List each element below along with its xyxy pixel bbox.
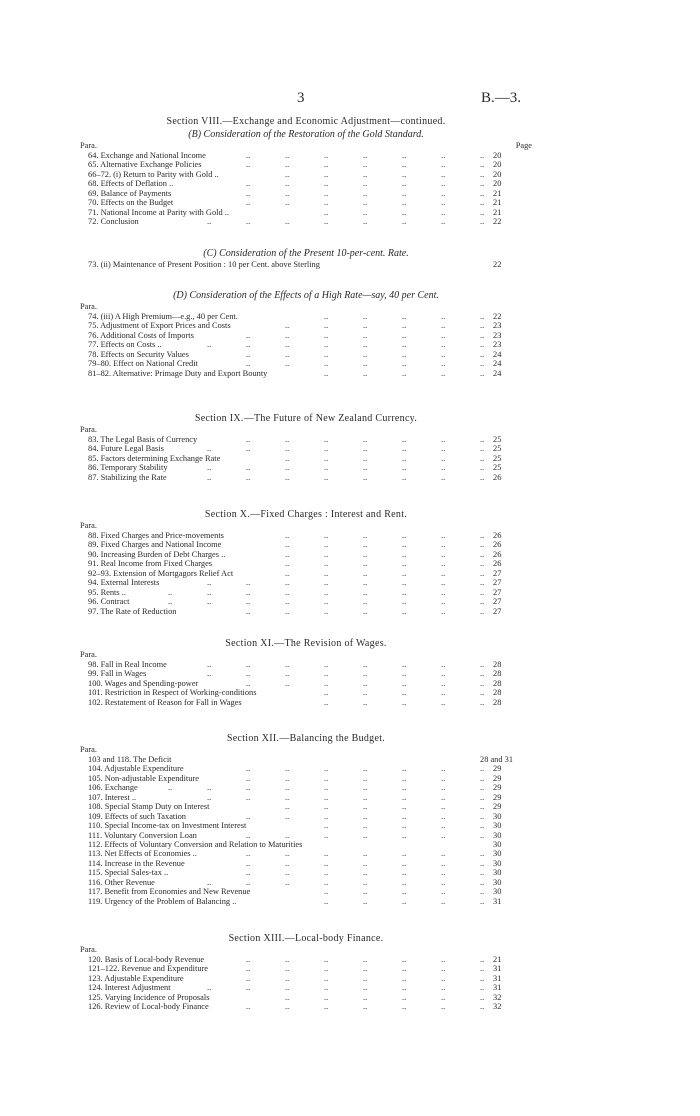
- dot-leader: .. .. .. .. .. .. ..: [246, 1002, 485, 1012]
- toc-entry: [80, 660, 532, 669]
- dot-leader: .. .. .. .. ..: [324, 887, 485, 897]
- toc-entry: [80, 312, 532, 321]
- entry-title: 79–80. Effect on National Credit: [88, 359, 198, 369]
- section-heading: Section VIII.—Exchange and Economic Adjustment—continued.: [166, 116, 446, 127]
- entry-title: 70. Effects on the Budget: [88, 198, 174, 208]
- entry-title: 83. The Legal Basis of Currency: [88, 435, 198, 444]
- toc-entry: [80, 340, 532, 349]
- toc-entry: [80, 578, 532, 587]
- entry-title: 69. Balance of Payments: [88, 188, 172, 198]
- entry-page: 27: [493, 597, 502, 607]
- entry-page: 30: [493, 811, 502, 821]
- document-reference: B.—3.: [481, 90, 522, 106]
- dot-leader: .. .. .. .. ..: [324, 311, 485, 321]
- entry-title: 73. (ii) Maintenance of Present Position : 10 per Cent. above Sterling: [88, 259, 320, 269]
- entry-page: 23: [493, 321, 502, 331]
- entry-page: 23: [493, 340, 502, 350]
- entry-page: 31: [493, 973, 502, 983]
- entry-page: 27: [493, 568, 502, 578]
- toc-entry: [80, 783, 532, 792]
- entry-title: 108. Special Stamp Duty on Interest: [88, 802, 210, 812]
- dot-leader: .. .. .. .. .. .. .. ..: [207, 792, 485, 802]
- entry-page: 21: [493, 198, 502, 208]
- entry-title: 97. The Rate of Reduction: [88, 606, 177, 616]
- section-heading: Section XI.—The Revision of Wages.: [225, 638, 387, 649]
- entry-page: 28: [493, 678, 502, 688]
- entry-title: 105. Non-adjustable Expenditure: [88, 773, 199, 783]
- entry-page: 31: [493, 896, 502, 906]
- dot-leader: .. .. .. .. .. .. ..: [246, 964, 485, 974]
- toc-entry: [80, 331, 532, 340]
- entry-page: 29: [493, 792, 502, 802]
- dot-leader: .. .. .. .. .. .. .. ..: [207, 444, 485, 454]
- dot-leader: .. .. .. .. .. .. ..: [246, 764, 485, 774]
- entry-page: 31: [493, 964, 502, 974]
- para-label: Para.: [80, 301, 97, 311]
- dot-leader: .. .. .. .. .. .. ..: [246, 868, 485, 878]
- entry-title: 123. Adjustable Expenditure: [88, 973, 184, 983]
- dot-leader: .. .. .. .. .. .. ..: [246, 955, 485, 964]
- toc-entry: [80, 859, 532, 868]
- entry-page: 20: [493, 179, 502, 189]
- dot-leader: .. .. .. .. .. .. ..: [246, 188, 485, 198]
- entry-title: 96. Contract: [88, 597, 130, 607]
- dot-leader: .. .. .. .. .. .. ..: [246, 198, 485, 208]
- entry-page: 24: [493, 359, 502, 369]
- toc-entry: [80, 868, 532, 877]
- dot-leader: .. .. .. .. .. .. .. ..: [207, 463, 485, 473]
- entry-title: 85. Factors determining Exchange Rate: [88, 453, 221, 463]
- entry-page: 30: [493, 849, 502, 859]
- dot-leader: .. .. .. .. .. .. ..: [246, 359, 485, 369]
- entry-page: 26: [493, 472, 502, 482]
- entry-page: 22: [493, 311, 502, 321]
- para-label: Para.: [80, 745, 97, 754]
- entry-title: 76. Additional Costs of Imports: [88, 330, 194, 340]
- toc-entry: [80, 887, 532, 896]
- entry-title: 92–93. Extension of Mortgagors Relief Act: [88, 568, 234, 578]
- toc-entry: [80, 897, 532, 906]
- toc-entry: [80, 974, 532, 983]
- entry-page: 26: [493, 549, 502, 559]
- toc-entry: [80, 151, 532, 160]
- entry-page: 25: [493, 444, 502, 454]
- dot-leader: .. .. .. .. .. .. .. ..: [207, 578, 485, 588]
- entry-page: 27: [493, 578, 502, 588]
- para-label: Para.: [80, 945, 97, 954]
- toc-entry: [80, 463, 532, 472]
- dot-leader: .. .. .. .. .. ..: [285, 540, 485, 550]
- toc-entry: [80, 669, 532, 678]
- entry-title: 119. Urgency of the Problem of Balancing ..: [88, 896, 237, 906]
- entry-page: 30: [493, 858, 502, 868]
- entry-page: 20: [493, 151, 502, 160]
- toc-section: [80, 509, 532, 616]
- toc-entry: [80, 260, 532, 269]
- entry-page: 28: [493, 688, 502, 698]
- entry-title: 94. External Interests: [88, 578, 160, 588]
- entry-title: 125. Varying Incidence of Proposals: [88, 992, 210, 1002]
- toc-entry: [80, 840, 532, 849]
- para-label: Para.: [80, 650, 97, 659]
- entry-page: 32: [493, 992, 502, 1002]
- entry-page: 23: [493, 330, 502, 340]
- entry-title: 110. Special Income-tax on Investment Interest: [88, 821, 247, 831]
- dot-leader: .. .. .. .. .. ..: [285, 549, 485, 559]
- entry-title: 65. Alternative Exchange Policies: [88, 160, 202, 170]
- toc-entry: [80, 688, 532, 697]
- toc-entry: [80, 540, 532, 549]
- entry-page: 22: [493, 217, 502, 227]
- entry-title: 109. Effects of such Taxation: [88, 811, 186, 821]
- toc-entry: [80, 217, 532, 226]
- entry-title: 116. Other Revenue: [88, 877, 155, 887]
- dot-leader: .. .. .. .. .. .. .. .. ..: [168, 587, 485, 597]
- entry-title: 106. Exchange: [88, 783, 138, 793]
- toc-entry: [80, 321, 532, 330]
- toc-entry: [80, 831, 532, 840]
- toc-entry: [80, 444, 532, 453]
- dot-leader: .. .. .. .. .. ..: [285, 568, 485, 578]
- toc-entry: [80, 679, 532, 688]
- entry-page: 30: [493, 887, 502, 897]
- dot-leader: .. .. .. .. .. .. .. ..: [207, 983, 485, 993]
- page-number: 3: [297, 90, 305, 106]
- entry-title: 66–72. (i) Return to Parity with Gold ..: [88, 169, 219, 179]
- toc-entry: [80, 189, 532, 198]
- entry-title: 115. Special Sales-tax ..: [88, 868, 169, 878]
- entry-title: 117. Benefit from Economies and New Revenue: [88, 887, 251, 897]
- entry-page: 26: [493, 540, 502, 550]
- toc-entry: [80, 793, 532, 802]
- entry-title: 71. National Income at Parity with Gold ..: [88, 207, 229, 217]
- entry-title: 121–122. Revenue and Expenditure: [88, 964, 209, 974]
- dot-leader: .. .. .. .. .. ..: [285, 321, 485, 331]
- toc-section: [80, 638, 532, 707]
- entry-page: 28: [493, 669, 502, 679]
- entry-title: 100. Wages and Spending-power: [88, 678, 199, 688]
- dot-leader: .. .. .. .. .. .. ..: [246, 160, 485, 170]
- entry-page: 26: [493, 531, 502, 540]
- entry-title: 98. Fall in Real Income: [88, 660, 167, 669]
- entry-page: 32: [493, 1002, 502, 1012]
- entry-title: 91. Real Income from Fixed Charges: [88, 559, 213, 569]
- toc-entry: [80, 435, 532, 444]
- entry-page: 25: [493, 453, 502, 463]
- entry-page: 29: [493, 764, 502, 774]
- entry-page: 24: [493, 368, 502, 378]
- entry-page: 29: [493, 802, 502, 812]
- dot-leader: .. .. .. .. .. .. ..: [246, 435, 485, 444]
- toc-entry: [80, 698, 532, 707]
- entry-page: 20: [493, 160, 502, 170]
- para-label: Para.: [80, 521, 97, 530]
- dot-leader: .. .. .. .. .. .. ..: [246, 830, 485, 840]
- toc-entry: [80, 550, 532, 559]
- dot-leader: .. .. .. .. .. ..: [285, 453, 485, 463]
- entry-page: 26: [493, 559, 502, 569]
- dot-leader: .. .. .. .. .. .. ..: [246, 973, 485, 983]
- dot-leader: .. .. .. .. ..: [324, 368, 485, 378]
- dot-leader: .. .. .. .. ..: [324, 697, 485, 707]
- dot-leader: .. .. .. .. .. .. .. ..: [207, 877, 485, 887]
- entry-page: 25: [493, 463, 502, 473]
- section-heading: Section X.—Fixed Charges : Interest and Rent.: [204, 509, 408, 520]
- dot-leader: .. .. .. .. .. .. .. ..: [207, 472, 485, 482]
- toc-entry: [80, 359, 532, 368]
- dot-leader: .. .. .. .. ..: [324, 207, 485, 217]
- entry-page: 30: [493, 877, 502, 887]
- entry-page: 30: [493, 830, 502, 840]
- entry-title: 113. Net Effects of Economies ..: [88, 849, 197, 859]
- toc-section: [80, 413, 532, 482]
- entry-title: 68. Effects of Deflation ..: [88, 179, 174, 189]
- entry-title: 77. Effects on Costs ..: [88, 340, 162, 350]
- entry-page: 31: [493, 983, 502, 993]
- section-heading: Section XIII.—Local-body Finance.: [228, 933, 384, 944]
- entry-title: 74. (iii) A High Premium—e.g., 40 per Cent.: [88, 311, 238, 321]
- dot-leader: .. .. .. .. .. .. .. ..: [207, 217, 485, 227]
- dot-leader: .. .. .. .. .. .. .. ..: [207, 669, 485, 679]
- toc-entry: [80, 588, 532, 597]
- page-column-header: Page: [515, 141, 532, 150]
- entry-title: 86. Temporary Stability: [88, 463, 168, 473]
- entry-title: 88. Fixed Charges and Price-movements: [88, 531, 224, 540]
- dot-leader: .. .. .. .. .. .. ..: [246, 330, 485, 340]
- dot-leader: .. .. .. .. .. .. ..: [246, 179, 485, 189]
- dot-leader: .. .. .. .. .. .. .. ..: [207, 660, 485, 669]
- entry-title: 103 and 118. The Deficit: [88, 755, 172, 764]
- toc-entry: [80, 1002, 532, 1011]
- dot-leader: .. .. .. .. .. .. .. .. ..: [168, 597, 485, 607]
- entry-title: 101. Restriction in Respect of Working-conditions: [88, 688, 257, 698]
- entry-page: 22: [493, 259, 502, 269]
- entry-page: 30: [493, 868, 502, 878]
- entry-page: 28: [493, 697, 502, 707]
- entry-page: 28: [493, 660, 502, 669]
- entry-page: 29: [493, 773, 502, 783]
- toc-entry: [80, 802, 532, 811]
- dot-leader: .. .. .. .. .. .. ..: [246, 606, 485, 616]
- dot-leader: .. .. .. .. .. .. ..: [246, 849, 485, 859]
- entry-page: 30: [493, 839, 502, 849]
- entry-page: 21: [493, 188, 502, 198]
- entry-title: 112. Effects of Voluntary Conversion and Relation to Maturities: [88, 839, 303, 849]
- toc-entry: [80, 350, 532, 359]
- toc-entry: [80, 755, 532, 764]
- toc-section: [80, 933, 532, 1012]
- section-heading: Section XII.—Balancing the Budget.: [226, 733, 386, 744]
- toc-entry: [80, 569, 532, 578]
- entry-page: 21: [493, 207, 502, 217]
- dot-leader: .. .. .. .. .. .. ..: [246, 349, 485, 359]
- para-label: Para.: [80, 425, 97, 434]
- toc-entry: [80, 764, 532, 773]
- entry-page: 27: [493, 587, 502, 597]
- toc-entry: [80, 821, 532, 830]
- toc-entry: [80, 983, 532, 992]
- dot-leader: .. .. .. .. .. .. ..: [246, 858, 485, 868]
- entry-page: 21: [493, 955, 502, 964]
- toc-entry: [80, 369, 532, 378]
- entry-title: 84. Future Legal Basis: [88, 444, 164, 454]
- dot-leader: .. .. .. .. .. .. .. .. ..: [168, 783, 485, 793]
- dot-leader: .. .. .. .. ..: [324, 688, 485, 698]
- toc-entry: [80, 955, 532, 964]
- entry-page: 28 and 31: [480, 755, 514, 764]
- entry-title: 124. Interest Adjustment: [88, 983, 171, 993]
- entry-title: 95. Rents ..: [88, 587, 126, 597]
- toc-entry: [80, 597, 532, 606]
- dot-leader: .. .. .. .. ..: [324, 821, 485, 831]
- subsection-heading: (C) Consideration of the Present 10-per-cent. Rate.: [203, 247, 409, 259]
- toc-entry: [80, 964, 532, 973]
- toc-entry: [80, 160, 532, 169]
- entry-page: 27: [493, 606, 502, 616]
- dot-leader: .. .. .. .. .. ..: [285, 531, 485, 540]
- toc-entry: [80, 473, 532, 482]
- dot-leader: .. .. .. .. .. .. ..: [246, 678, 485, 688]
- entry-title: 111. Voluntary Conversion Loan: [88, 830, 197, 840]
- toc-section: [80, 733, 532, 906]
- toc-entry: [80, 849, 532, 858]
- dot-leader: .. .. .. .. ..: [324, 896, 485, 906]
- section-heading: Section IX.—The Future of New Zealand Currency.: [194, 413, 418, 424]
- entry-title: 72. Conclusion: [88, 217, 139, 227]
- toc-entry: [80, 559, 532, 568]
- entry-title: 90. Increasing Burden of Debt Charges ..: [88, 549, 226, 559]
- entry-title: 114. Increase in the Revenue: [88, 858, 185, 868]
- entry-title: 120. Basis of Local-body Revenue: [88, 955, 205, 964]
- entry-title: 81–82. Alternative: Primage Duty and Export Bounty: [88, 368, 268, 378]
- entry-page: 24: [493, 349, 502, 359]
- entry-title: 78. Effects on Security Values: [88, 349, 189, 359]
- dot-leader: .. .. .. .. .. .. ..: [246, 773, 485, 783]
- toc-entry: [80, 454, 532, 463]
- para-label: Para.: [80, 141, 97, 150]
- entry-title: 75. Adjustment of Export Prices and Costs: [88, 321, 231, 331]
- entry-page: 20: [493, 169, 502, 179]
- entry-page: 30: [493, 821, 502, 831]
- entry-page: 25: [493, 435, 502, 444]
- entry-title: 64. Exchange and National Income: [88, 151, 206, 160]
- dot-leader: .. .. .. .. .. .. ..: [246, 811, 485, 821]
- toc-entry: [80, 179, 532, 188]
- toc-entry: [80, 208, 532, 217]
- dot-leader: .. .. .. .. .. ..: [285, 169, 485, 179]
- toc-entry: [80, 198, 532, 207]
- toc-entry: [80, 878, 532, 887]
- toc-entry: [80, 607, 532, 616]
- toc-entry: [80, 531, 532, 540]
- entry-title: 99. Fall in Wages: [88, 669, 147, 679]
- dot-leader: .. .. .. .. .. ..: [285, 992, 485, 1002]
- toc-section: [80, 116, 532, 378]
- toc-entry: [80, 774, 532, 783]
- entry-title: 89. Fixed Charges and National Income: [88, 540, 222, 550]
- entry-title: 126. Review of Local-body Finance: [88, 1002, 209, 1012]
- entry-page: 29: [493, 783, 502, 793]
- dot-leader: .. .. .. .. .. ..: [285, 802, 485, 812]
- entry-title: 87. Stabilizing the Rate: [88, 472, 167, 482]
- dot-leader: .. .. .. .. .. .. ..: [246, 151, 485, 160]
- toc-entry: [80, 170, 532, 179]
- toc-entry: [80, 993, 532, 1002]
- subsection-heading: (B) Consideration of the Restoration of the Gold Standard.: [188, 129, 424, 140]
- toc-entry: [80, 812, 532, 821]
- entry-title: 107. Interest ..: [88, 792, 137, 802]
- dot-leader: .. .. .. .. .. .. .. ..: [207, 340, 485, 350]
- subsection-heading: (D) Consideration of the Effects of a High Rate—say, 40 per Cent.: [173, 289, 439, 301]
- entry-title: 102. Restatement of Reason for Fall in Wages: [88, 697, 242, 707]
- dot-leader: .. .. .. .. .. ..: [285, 559, 485, 569]
- entry-title: 104. Adjustable Expenditure: [88, 764, 184, 774]
